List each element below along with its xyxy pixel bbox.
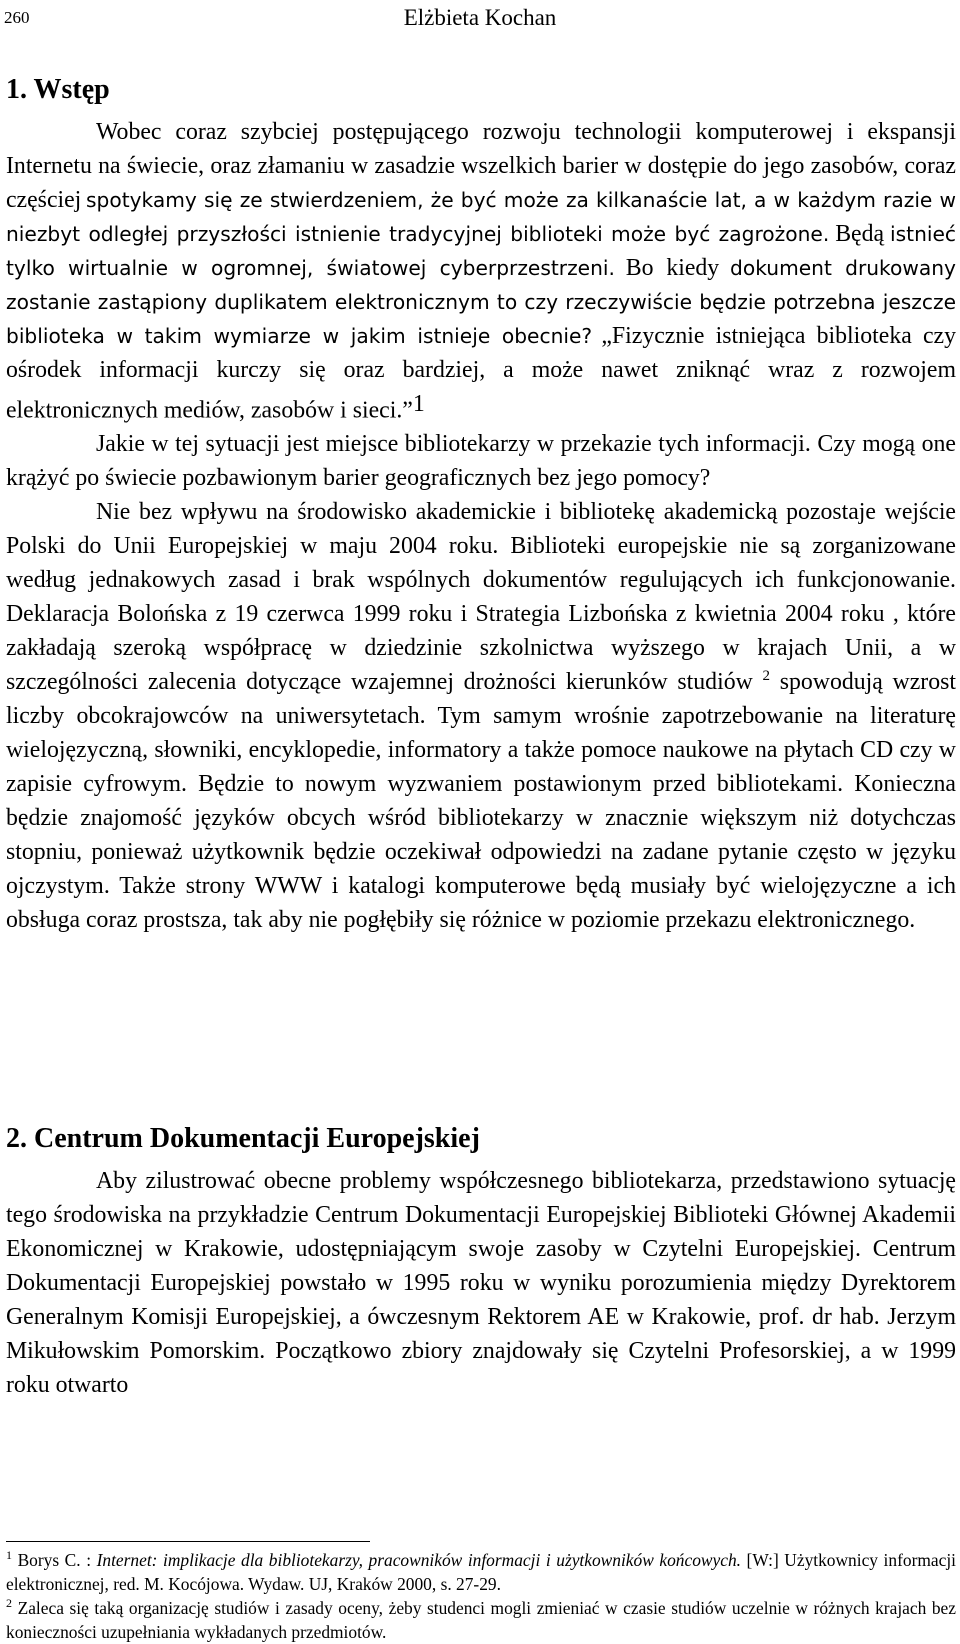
- footnote-1-number: 1: [6, 1548, 12, 1563]
- section-1-body: [6, 115, 956, 937]
- footnote-2: [6, 1596, 956, 1644]
- section-1-heading: 1. Wstęp: [6, 74, 110, 105]
- footnote-1-author: Borys C. :: [12, 1550, 97, 1570]
- eu-text-a: Nie bez wpływu na środowisko akademickie i bibliotekę akademicką pozostaje wejście Polski do Unii Europejskiej w maju 2004 roku. Biblioteki europejskie nie są zorganizowane według jednakowych zasad i brak wspólnych dokumentów regulujących ich funkcjonowanie. Deklaracja Bolońska z 19 czerwca 1999 roku i Strategia Lizbońska z kwietnia 2004 roku , które zakładają szeroką współpracę w dziedzinie szkolnictwa wyższego w krajach Unii, a w szczególności zalecenia dotyczące wzajemnej drożności kierunków studiów: [6, 499, 956, 696]
- footnote-2-text: Zaleca się taką organizację studiów i zasady oceny, żeby studenci mogli zmieniać w czasie studiów uczelnie w różnych krajach bez konieczności uzupełniania wykładanych przedmiotów.: [6, 1598, 956, 1642]
- intro-quote: „Fizycznie istniejąca biblioteka czy ośrodek informacji kurczy się oraz bardziej, a może nawet zniknąć wraz z rozwojem elektronicznych mediów, zasobów i sieci.”: [6, 323, 956, 424]
- eu-text-b: spowodują wzrost liczby obcokrajowców na uniwersytetach. Tym samym wrośnie zapotrzebowanie na literaturę wielojęzyczną, słowniki, encyklopedie, informatory a także pomoce naukowe na płytach CD czy w zapisie cyfrowym. Będzie to nowym wyzwaniem postawionym przed bibliotekami. Konieczna będzie znajomość języków obcych wśród bibliotekarzy w znacznie większym niż dotychczas stopniu, ponieważ użytkownik będzie oczekiwał odpowiedzi na zadane pytanie często w języku ojczystym. Także strony WWW i katalogi komputerowe będą musiały być wielojęzyczne a ich obsługa coraz prostsza, tak aby nie pogłębiły się różnice w poziomie przekazu elektronicznego.: [6, 669, 956, 934]
- section-2-body: [6, 1164, 956, 1402]
- section-2: [6, 1121, 956, 1157]
- section-2-heading: 2. Centrum Dokumentacji Europejskiej: [6, 1123, 480, 1154]
- footnote-2-number: 2: [6, 1596, 12, 1611]
- footnote-separator: [6, 1541, 370, 1542]
- footnote-1-title: Internet: implikacje dla bibliotekarzy, pracowników informacji i użytkowników końcowych.: [96, 1550, 741, 1570]
- footnote-ref-2[interactable]: 2: [762, 668, 770, 685]
- section-1: [6, 72, 956, 108]
- footnotes: [6, 1548, 956, 1644]
- paragraph-librarians-role: Jakie w tej sytuacji jest miejsce bibliotekarzy w przekazie tych informacji. Czy mogą one krążyć po świecie pozbawionym barier geograficznych bez jego pomocy?: [6, 431, 956, 492]
- intro-text-sans-3: dokument drukowany zostanie zastąpiony duplikatem elektronicznym to czy rzeczywiście będzie potrzebna jeszcze biblioteka w takim wymiarze w jakim istnieje obecnie?: [6, 256, 956, 348]
- intro-text-serif-3: Bo kiedy: [625, 255, 720, 281]
- paragraph-cde: Aby zilustrować obecne problemy współczesnego bibliotekarza, przedstawiono sytuację tego środowiska na przykładzie Centrum Dokumentacji Europejskiej Biblioteki Głównej Akademii Ekonomicznej w Krakowie, udostępniającym swoje zasoby w Czytelni Europejskiej. Centrum Dokumentacji Europejskiej powstało w 1995 roku w wyniku porozumienia między Dyrektorem Generalnym Komisji Europejskiej, a ówczesnym Rektorem AE w Krakowie, prof. dr hab. Jerzym Mikułowskim Pomorskim. Początkowo zbiory znajdowały się Czytelni Profesorskiej, a w 1999 roku otwarto: [6, 1168, 956, 1398]
- intro-text-sans-1: spotykamy się ze stwierdzeniem, że być może za kilkanaście lat, a w każdym razie w niezbyt odległej przyszłości istnienie tradycyjnej biblioteki może być zagrożone.: [6, 188, 956, 246]
- page-number: 260: [4, 8, 30, 27]
- footnote-1: [6, 1548, 956, 1596]
- intro-text-sans-2: istnieć tylko wirtualnie w ogromnej, światowej cyberprzestrzeni.: [6, 222, 957, 280]
- running-head-author: Elżbieta Kochan: [403, 5, 557, 30]
- intro-paragraph: [6, 115, 956, 427]
- page-header: [4, 4, 956, 32]
- paragraph-eu-accession: [6, 495, 956, 937]
- intro-text-serif-1: Wobec coraz szybciej postępującego rozwoju technologii komputerowej i ekspansji Internetu na świecie, oraz złamaniu w zasadzie wszelkich barier w dostępie do jego zasobów, coraz częściej: [6, 119, 956, 213]
- intro-text-serif-2: Będą: [835, 221, 885, 247]
- footnote-1-rest: [W:] Użytkownicy informacji elektronicznej, red. M. Kocójowa. Wydaw. UJ, Kraków 2000, s. 27-29.: [6, 1550, 956, 1594]
- footnote-ref-1[interactable]: 1: [412, 391, 425, 417]
